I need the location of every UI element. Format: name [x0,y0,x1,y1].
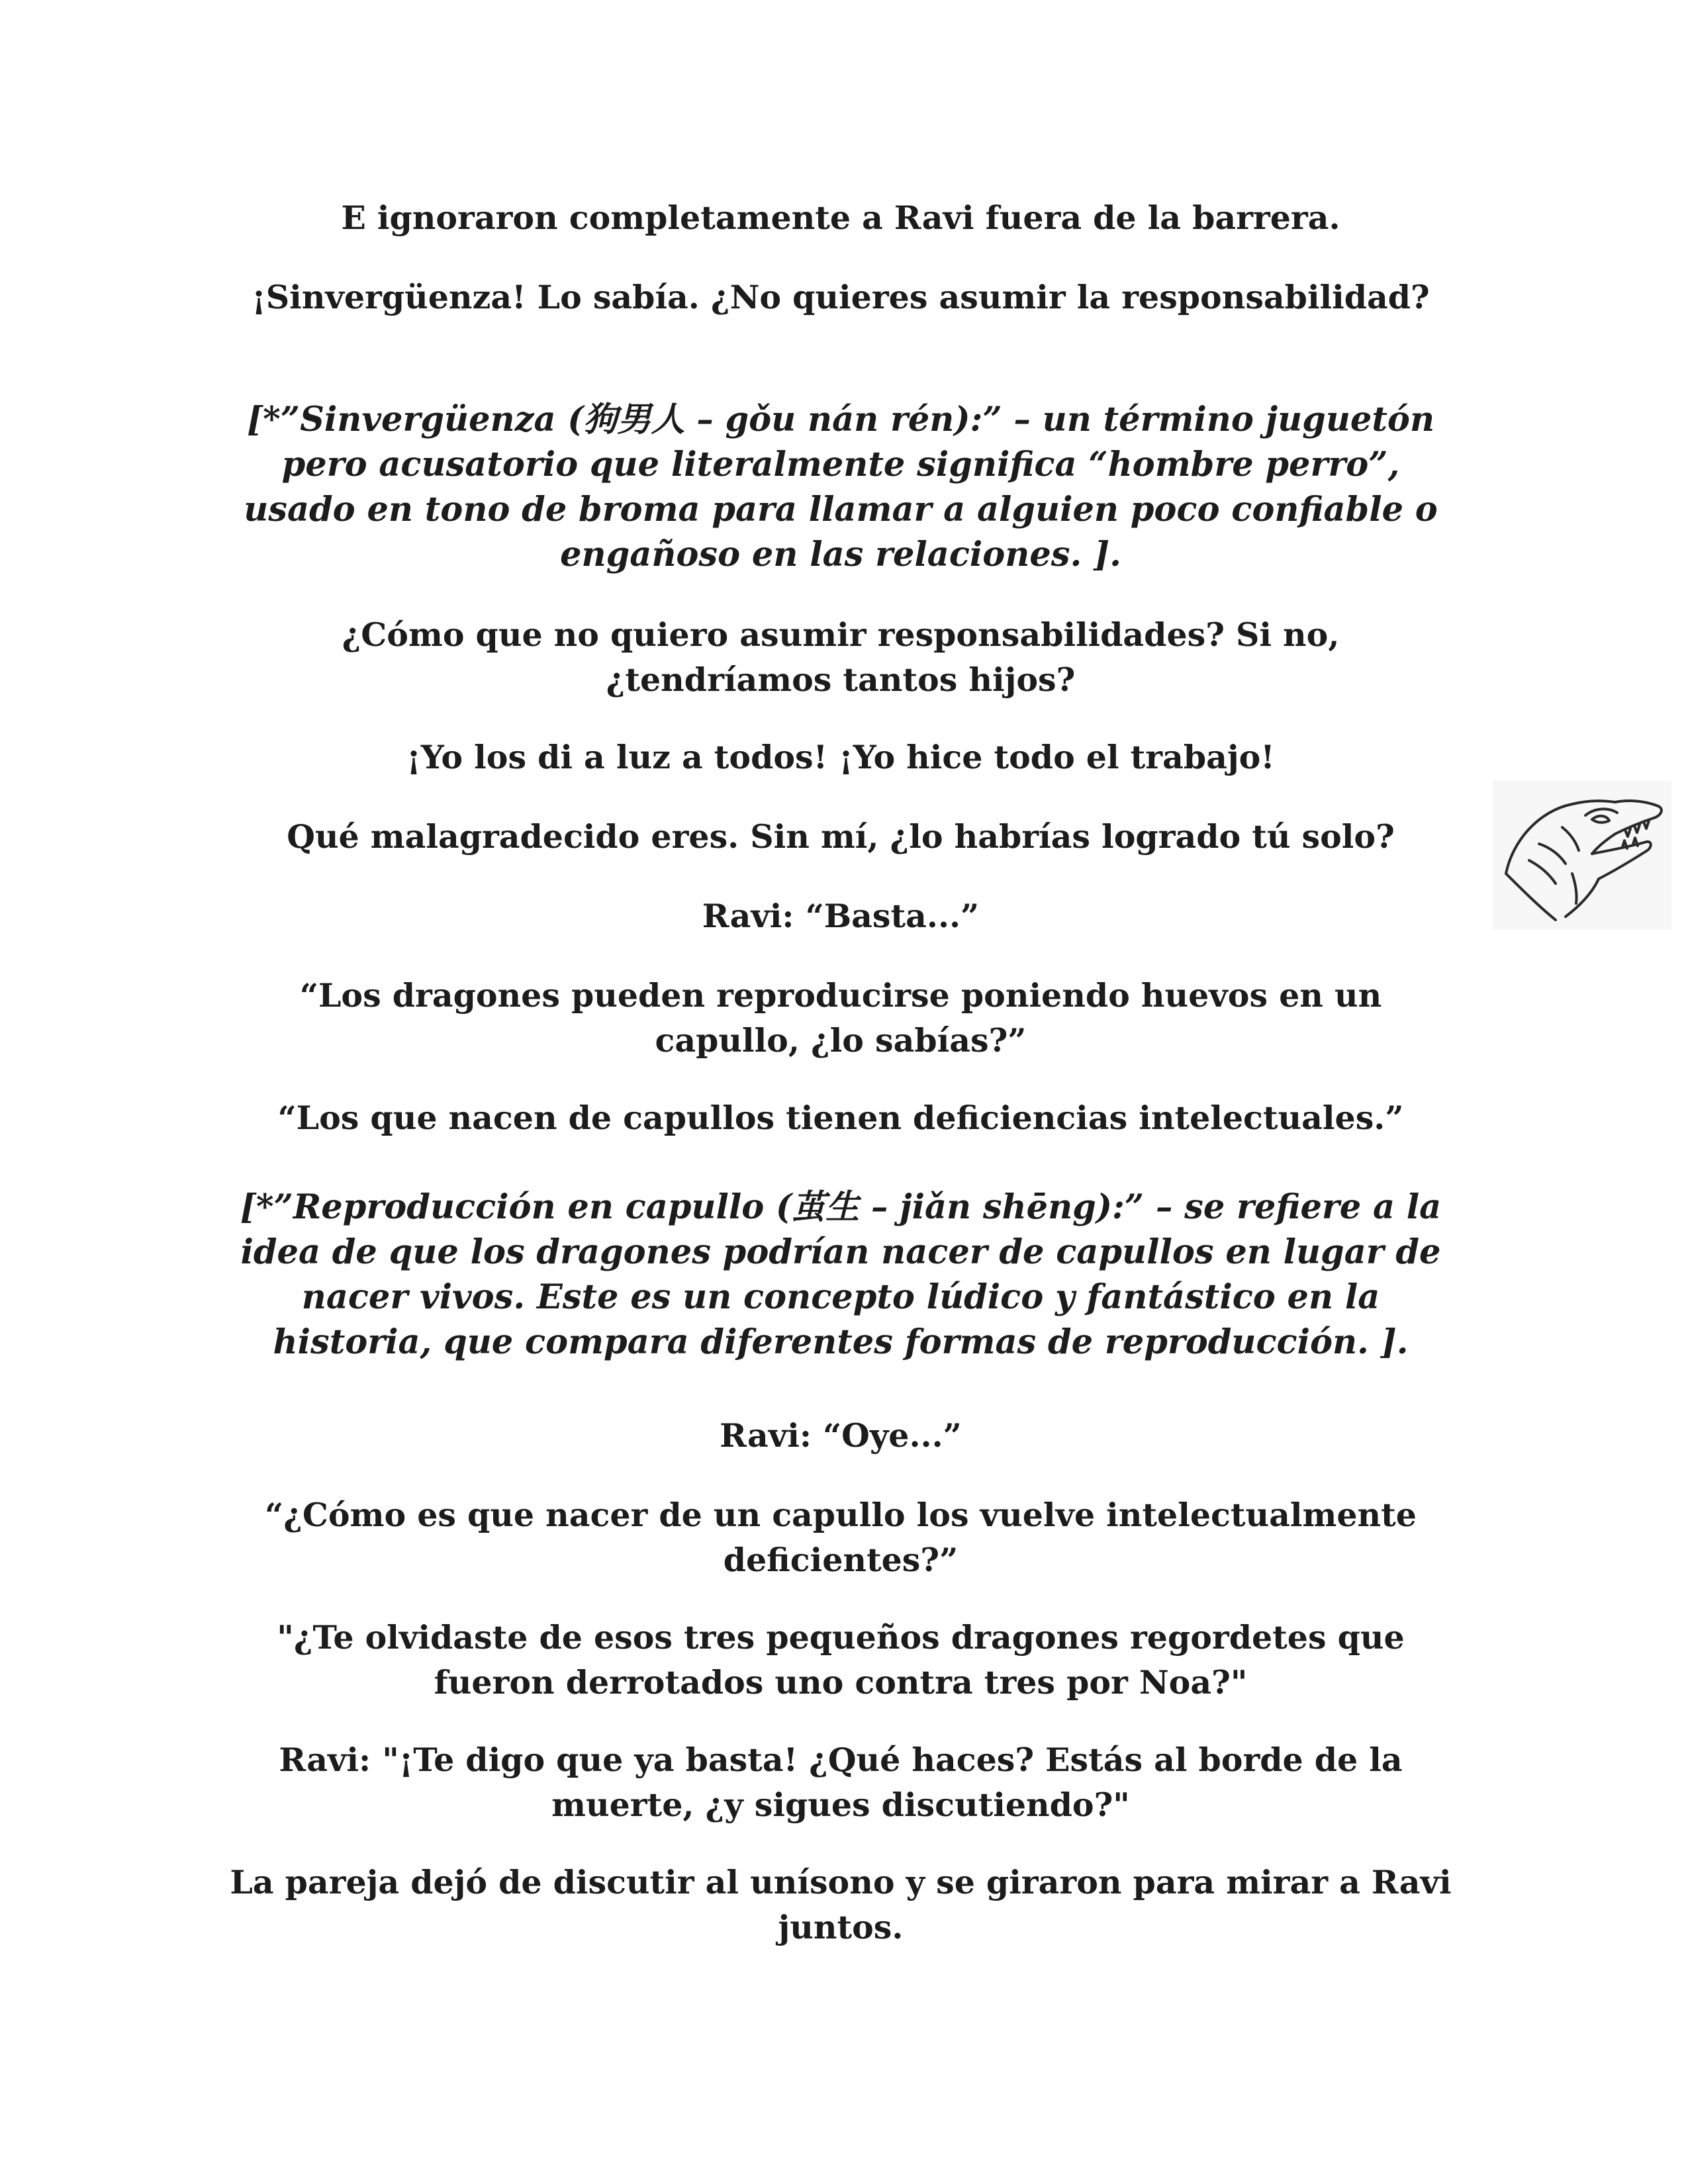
paragraph-8: “Los que nacen de capullos tienen deficiencias intelectuales.” [277,1099,1404,1137]
paragraph-9: Ravi: “Oye...” [720,1416,962,1455]
paragraph-7: “Los dragones pueden reproducirse poniendo huevos en un capullo, ¿lo sabías?” [299,976,1382,1060]
translator-note-1: [*”Sinvergüenza (狗男人 – gǒu nán rén):” – un término juguetón pero acusatorio que literalmente significa “hombre perro”, usado en tono de broma para llamar a alguien poco confiable o engañoso en las relaciones. ]. [244,400,1438,574]
dinosaur-head-sketch-icon [1493,781,1671,930]
paragraph-3: ¿Cómo que no quiero asumir responsabilidades? Si no, ¿tendríamos tantos hijos? [342,615,1340,699]
paragraph-2: ¡Sinvergüenza! Lo sabía. ¿No quieres asumir la responsabilidad? [252,278,1430,316]
paragraph-12: Ravi: "¡Te digo que ya basta! ¿Qué haces? Estás al borde de la muerte, ¿y sigues discutiendo?" [279,1741,1403,1824]
paragraph-5: Qué malagradecido eres. Sin mí, ¿lo habrías logrado tú solo? [287,817,1395,856]
paragraph-6: Ravi: “Basta...” [702,897,980,935]
paragraph-11: "¿Te olvidaste de esos tres pequeños dragones regordetes que fueron derrotados uno contra tres por Noa?" [277,1618,1405,1702]
paragraph-1: E ignoraron completamente a Ravi fuera de la barrera. [341,199,1340,237]
paragraph-13: La pareja dejó de discutir al unísono y se giraron para mirar a Ravi juntos. [230,1863,1452,1946]
paragraph-10: “¿Cómo es que nacer de un capullo los vuelve intelectualmente deficientes?” [265,1496,1417,1579]
paragraph-4: ¡Yo los di a luz a todos! ¡Yo hice todo el trabajo! [406,738,1275,776]
translator-note-2: [*”Reproducción en capullo (茧生 – jiǎn shēng):” – se refiere a la idea de que los dragones podrían nacer de capullos en lugar de nacer vivos. Este es un concepto lúdico y fantástico en la historia, que compara diferentes formas de reproducción. ]. [240,1187,1442,1362]
